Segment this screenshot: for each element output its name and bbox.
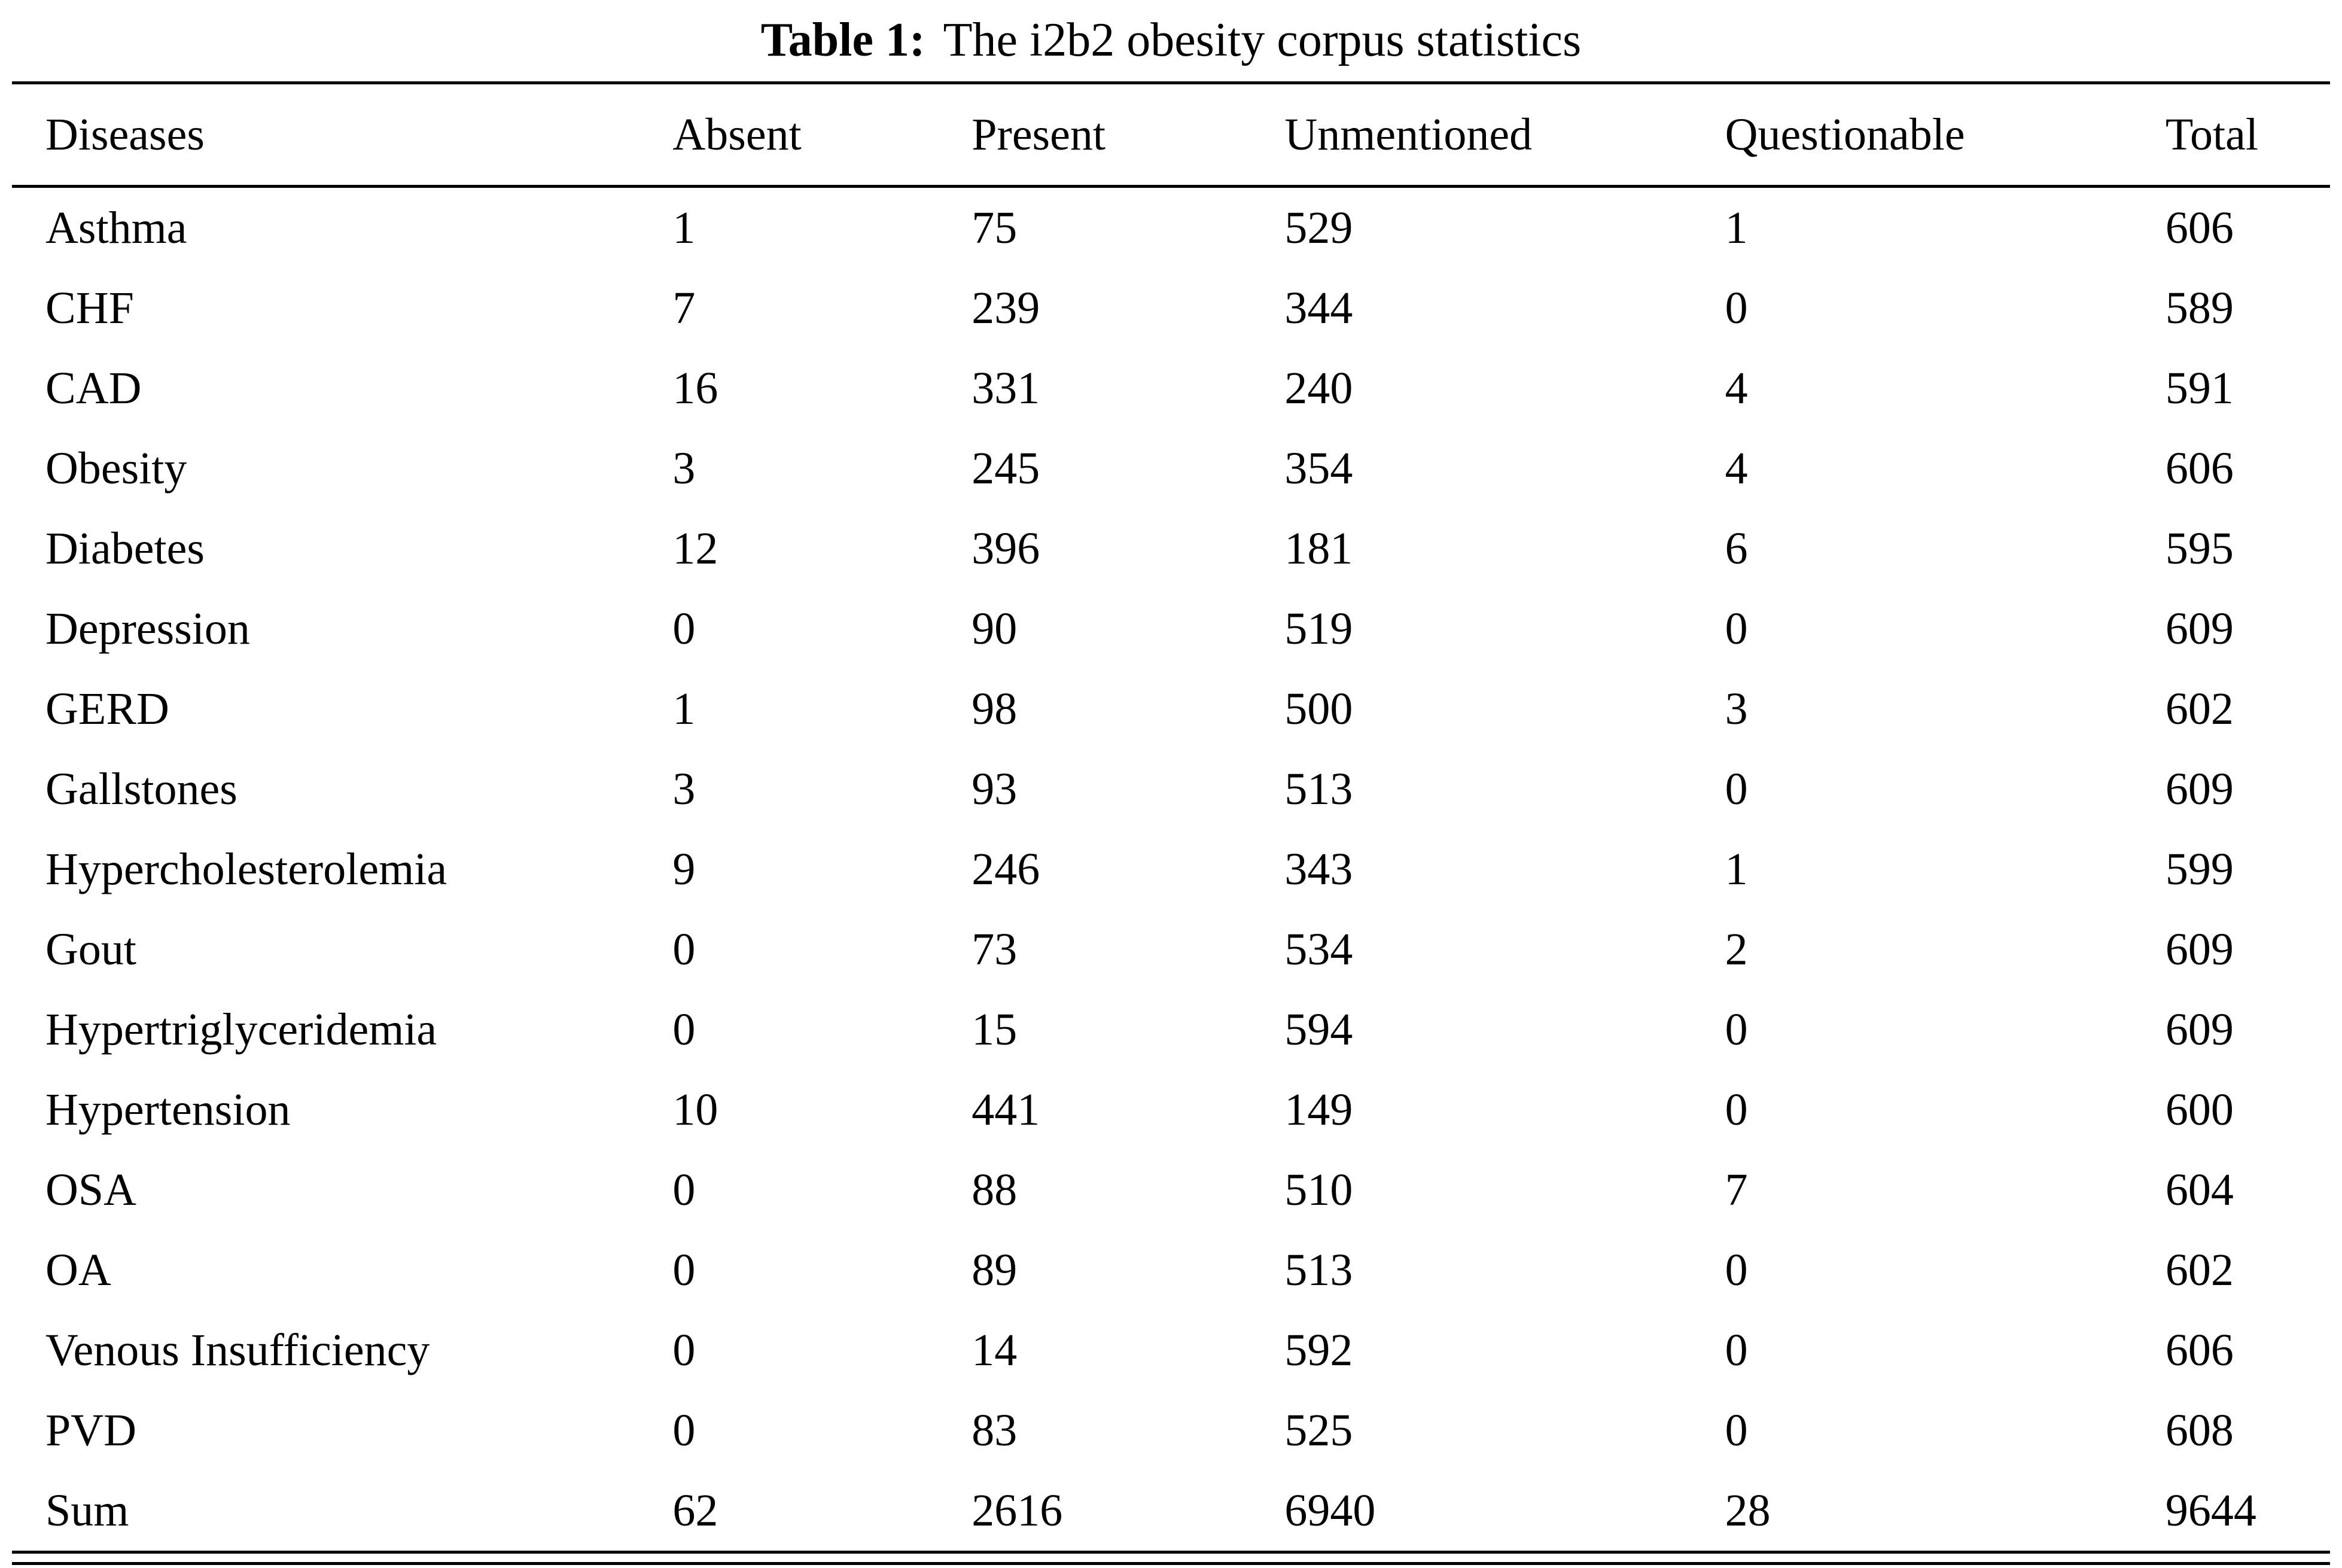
value-cell: 606 (2165, 1325, 2234, 1375)
value-cell: 0 (672, 924, 696, 975)
disease-cell: OSA (45, 1164, 137, 1215)
table-row-asthma (12, 187, 2330, 269)
value-cell: 599 (2165, 844, 2234, 894)
disease-cell: CHF (45, 282, 134, 333)
value-cell: 519 (1284, 603, 1353, 654)
disease-cell: PVD (45, 1405, 137, 1456)
value-cell: 396 (971, 523, 1040, 574)
value-cell: 525 (1284, 1405, 1353, 1456)
value-cell: 591 (2165, 363, 2234, 413)
value-cell: 2 (1725, 924, 1748, 975)
value-cell: 608 (2165, 1405, 2234, 1456)
value-cell: 534 (1284, 924, 1353, 975)
value-cell: 602 (2165, 683, 2234, 734)
value-cell: 0 (672, 1004, 696, 1055)
table-caption-text: The i2b2 obesity corpus statistics (943, 14, 1582, 66)
value-cell: 4 (1725, 363, 1748, 413)
value-cell: 1 (1725, 844, 1748, 894)
value-cell: 0 (672, 1164, 696, 1215)
table-row-hypertriglyceridemia (12, 989, 2330, 1070)
column-header-present: Present (971, 83, 1284, 187)
value-cell: 3 (672, 763, 696, 814)
value-cell: 73 (971, 924, 1018, 975)
value-cell: 604 (2165, 1164, 2234, 1215)
value-cell: 14 (971, 1325, 1018, 1375)
value-cell: 15 (971, 1004, 1018, 1055)
value-cell: 0 (1725, 763, 1748, 814)
value-cell: 239 (971, 282, 1040, 333)
disease-cell: Hypertension (45, 1084, 291, 1135)
table-caption (12, 0, 2330, 81)
table-row-obesity (12, 428, 2330, 509)
table-row-chf (12, 268, 2330, 348)
value-cell: 3 (1725, 683, 1748, 734)
value-cell: 4 (1725, 443, 1748, 494)
column-header-total: Total (2166, 83, 2330, 187)
disease-cell: Depression (45, 603, 250, 654)
value-cell: 93 (971, 763, 1018, 814)
table-row-diabetes (12, 509, 2330, 589)
value-cell: 83 (971, 1405, 1018, 1456)
disease-cell: Diabetes (45, 523, 205, 574)
value-cell: 606 (2165, 202, 2234, 253)
value-cell: 500 (1284, 683, 1353, 734)
table-caption-label: Table 1: (760, 14, 925, 66)
value-cell: 513 (1284, 1244, 1353, 1295)
column-header-diseases: Diseases (12, 83, 672, 187)
value-cell: 609 (2165, 603, 2234, 654)
disease-cell: Venous Insufficiency (45, 1325, 430, 1375)
value-cell: 75 (971, 202, 1018, 253)
value-cell: 609 (2165, 763, 2234, 814)
table-row-sum (12, 1470, 2330, 1552)
value-cell: 529 (1284, 202, 1353, 253)
value-cell: 28 (1725, 1485, 1771, 1536)
value-cell: 513 (1284, 763, 1353, 814)
value-cell: 0 (1725, 1004, 1748, 1055)
table-row-venous-insufficiency (12, 1310, 2330, 1390)
corpus-statistics-table (12, 81, 2330, 1554)
value-cell: 510 (1284, 1164, 1353, 1215)
disease-cell: Gout (45, 924, 136, 975)
value-cell: 9644 (2165, 1485, 2256, 1536)
table-row-depression (12, 589, 2330, 669)
disease-cell: Hypertriglyceridemia (45, 1004, 437, 1055)
table-row-hypertension (12, 1070, 2330, 1150)
column-header-absent: Absent (672, 83, 971, 187)
value-cell: 7 (1725, 1164, 1748, 1215)
table-row-cad (12, 348, 2330, 428)
value-cell: 0 (1725, 282, 1748, 333)
value-cell: 1 (1725, 202, 1748, 253)
table-row-pvd (12, 1390, 2330, 1470)
value-cell: 1 (672, 202, 696, 253)
value-cell: 10 (672, 1084, 718, 1135)
column-header-questionable: Questionable (1725, 83, 2166, 187)
value-cell: 88 (971, 1164, 1018, 1215)
value-cell: 90 (971, 603, 1018, 654)
table-row-gerd (12, 669, 2330, 749)
value-cell: 149 (1284, 1084, 1353, 1135)
value-cell: 246 (971, 844, 1040, 894)
value-cell: 0 (1725, 1084, 1748, 1135)
value-cell: 0 (1725, 1325, 1748, 1375)
value-cell: 6 (1725, 523, 1748, 574)
value-cell: 0 (672, 1325, 696, 1375)
disease-cell: OA (45, 1244, 111, 1295)
table-row-hypercholesterolemia (12, 829, 2330, 909)
value-cell: 354 (1284, 443, 1353, 494)
value-cell: 7 (672, 282, 696, 333)
value-cell: 344 (1284, 282, 1353, 333)
disease-cell: Gallstones (45, 763, 237, 814)
table-row-oa (12, 1230, 2330, 1310)
value-cell: 2616 (971, 1485, 1063, 1536)
value-cell: 245 (971, 443, 1040, 494)
value-cell: 0 (1725, 1244, 1748, 1295)
value-cell: 16 (672, 363, 718, 413)
table-row-gallstones (12, 749, 2330, 829)
disease-cell: GERD (45, 683, 169, 734)
disease-cell: Asthma (45, 202, 187, 253)
disease-cell: CAD (45, 363, 142, 413)
value-cell: 331 (971, 363, 1040, 413)
value-cell: 595 (2165, 523, 2234, 574)
value-cell: 181 (1284, 523, 1353, 574)
value-cell: 343 (1284, 844, 1353, 894)
value-cell: 3 (672, 443, 696, 494)
value-cell: 0 (672, 1244, 696, 1295)
column-header-unmentioned: Unmentioned (1284, 83, 1725, 187)
value-cell: 89 (971, 1244, 1018, 1295)
value-cell: 602 (2165, 1244, 2234, 1295)
table-header-row (12, 83, 2330, 187)
bottom-double-rule (12, 1562, 2330, 1565)
table-row-osa (12, 1150, 2330, 1230)
disease-cell: Obesity (45, 443, 187, 494)
disease-cell: Sum (45, 1485, 129, 1536)
table-row-gout (12, 909, 2330, 989)
value-cell: 0 (672, 603, 696, 654)
value-cell: 592 (1284, 1325, 1353, 1375)
value-cell: 609 (2165, 1004, 2234, 1055)
value-cell: 1 (672, 683, 696, 734)
disease-cell: Hypercholesterolemia (45, 844, 447, 894)
value-cell: 98 (971, 683, 1018, 734)
value-cell: 441 (971, 1084, 1040, 1135)
value-cell: 62 (672, 1485, 718, 1536)
value-cell: 600 (2165, 1084, 2234, 1135)
value-cell: 9 (672, 844, 696, 894)
value-cell: 0 (672, 1405, 696, 1456)
value-cell: 0 (1725, 1405, 1748, 1456)
value-cell: 609 (2165, 924, 2234, 975)
value-cell: 240 (1284, 363, 1353, 413)
value-cell: 594 (1284, 1004, 1353, 1055)
value-cell: 606 (2165, 443, 2234, 494)
value-cell: 589 (2165, 282, 2234, 333)
value-cell: 12 (672, 523, 718, 574)
value-cell: 6940 (1284, 1485, 1376, 1536)
value-cell: 0 (1725, 603, 1748, 654)
